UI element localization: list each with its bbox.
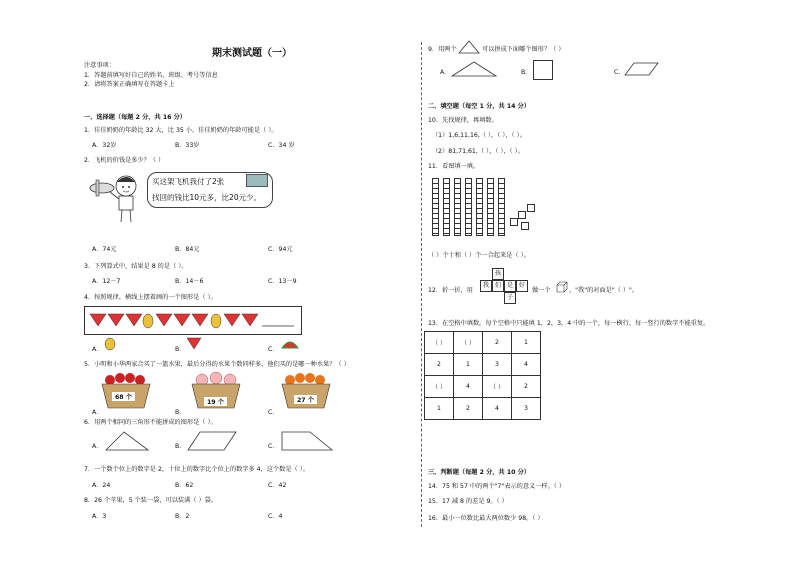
option-c: C．42 bbox=[268, 482, 287, 489]
net-cell: 我 bbox=[480, 280, 492, 292]
ten-rod bbox=[432, 178, 439, 236]
question-1: 1．佳佳奶奶的年龄比 32 大，比 35 小，佳佳奶奶的年龄可能是（ ）。 bbox=[84, 127, 278, 134]
grid-cell[interactable]: （ ） bbox=[425, 376, 454, 398]
option-b: B．84元 bbox=[175, 246, 200, 253]
question-13: 13．在空格中填数。每个空格中只能填 1，2，3，4 中的一个，每一横行、每一竖行的数字不能重复。 bbox=[428, 320, 710, 327]
fruit-sequence-illustration bbox=[88, 310, 298, 330]
bubble-line-2: 找回的钱比10元多，比20元少。 bbox=[152, 193, 262, 202]
option-a: A．74元 bbox=[92, 246, 117, 253]
question-12-middle: 做一个 bbox=[532, 287, 551, 294]
grid-cell: 4 bbox=[454, 376, 483, 398]
net-cell: 子 bbox=[504, 292, 516, 304]
option-b: B．33岁 bbox=[175, 142, 200, 149]
option-c: C． bbox=[268, 346, 279, 353]
page-title: 期末测试题（一） bbox=[212, 48, 292, 59]
grid-cell: 4 bbox=[483, 398, 512, 420]
option-b: B． bbox=[175, 443, 186, 450]
grid-cell: 2 bbox=[512, 376, 541, 398]
question-14: 14．75 和 57 中的两个"7"表示的意义一样。（ ） bbox=[428, 483, 566, 490]
cube-icon bbox=[556, 281, 568, 293]
question-2: 2．飞机的价钱是多少？（ ） bbox=[84, 157, 165, 164]
watermelon-slice-icon bbox=[186, 336, 202, 350]
net-cell: 们 bbox=[492, 280, 504, 292]
parallelogram-shape bbox=[624, 61, 660, 77]
question-11-answer: （ ）个十和（ ）个一合起来是（ ）。 bbox=[428, 252, 530, 259]
option-a: A．12－7 bbox=[92, 278, 121, 285]
ten-rod bbox=[498, 178, 505, 236]
watermelon-half-icon bbox=[280, 338, 300, 352]
unit-cube bbox=[510, 218, 518, 226]
option-a: A．32岁 bbox=[92, 142, 117, 149]
grid-cell[interactable]: （ ） bbox=[454, 332, 483, 354]
option-c: C．13－9 bbox=[268, 278, 297, 285]
unit-cube bbox=[518, 211, 526, 219]
option-b: B． bbox=[175, 346, 186, 353]
option-a: A． bbox=[92, 409, 103, 416]
option-a: A．24 bbox=[92, 482, 111, 489]
option-c: C． bbox=[268, 409, 279, 416]
question-7: 7．一个数个位上的数字是 2，十位上的数字比个位上的数字多 4，这个数是（ ）。 bbox=[84, 466, 309, 473]
notes-heading: 注意事项： bbox=[84, 62, 115, 69]
grid-cell: 1 bbox=[512, 332, 541, 354]
option-a: A． bbox=[92, 346, 103, 353]
child-with-plane-illustration bbox=[86, 170, 144, 228]
bubble-line-1: 买这架飞机我付了2张 bbox=[152, 177, 225, 186]
grid-cell: 2 bbox=[483, 332, 512, 354]
trapezoid-shape bbox=[280, 430, 334, 452]
number-grid bbox=[424, 331, 541, 420]
ten-rod bbox=[487, 178, 494, 236]
question-5: 5．小明和小华两家合买了一篮水果，最后分得的水果个数同样多，他们买的是哪一种水果？（ ） bbox=[84, 361, 350, 368]
question-8: 8．26 个苹果，5 个装一袋，可以装满（ ）袋。 bbox=[84, 497, 218, 504]
grid-cell[interactable]: （ ） bbox=[425, 332, 454, 354]
basket-label: 27 个 bbox=[294, 395, 317, 404]
option-c: C．94元 bbox=[268, 246, 293, 253]
triangle-shape bbox=[104, 430, 150, 452]
strawberry-basket-illustration bbox=[100, 372, 152, 410]
grid-cell: 3 bbox=[483, 354, 512, 376]
option-b: B．14－6 bbox=[175, 278, 204, 285]
question-16: 16．最小一位数比最大两位数少 98。（ ） bbox=[428, 515, 544, 522]
net-cell: 好 bbox=[516, 280, 528, 292]
pear-icon bbox=[104, 335, 116, 351]
large-triangle-shape bbox=[451, 60, 497, 78]
notes-item: 1．答题前填写好自己的姓名、班级、考号等信息 bbox=[84, 72, 218, 79]
option-b: B． bbox=[175, 409, 186, 416]
banknote-icon bbox=[246, 174, 268, 187]
question-6: 6．用两个相同的三角形不能拼成的图形是（ ）。 bbox=[84, 419, 217, 426]
question-12-suffix: ，"我"的对面是"（ ）"。 bbox=[569, 287, 639, 294]
option-c: C．34 岁 bbox=[268, 142, 295, 149]
option-c: C． bbox=[268, 443, 279, 450]
square-shape bbox=[533, 60, 553, 80]
option-c: C．4 bbox=[268, 513, 283, 520]
grid-cell: 3 bbox=[512, 398, 541, 420]
notes-item: 2．请将答案正确填写在答题卡上 bbox=[84, 81, 175, 88]
grid-cell: 2 bbox=[425, 354, 454, 376]
question-9-suffix: 可以拼成下面哪个图形？（ ） bbox=[482, 46, 565, 53]
section-heading: 三、判断题（每题 2 分，共 10 分） bbox=[428, 469, 530, 476]
pattern-row-2: （2）81,71,61,（ ），（ ），（ ）。 bbox=[432, 148, 524, 155]
unit-cube bbox=[521, 222, 529, 230]
parallelogram-shape bbox=[186, 430, 238, 452]
question-3: 3．下列算式中，结果是 8 的是（ ）。 bbox=[84, 263, 188, 270]
grid-cell: 4 bbox=[512, 354, 541, 376]
column-divider bbox=[421, 42, 422, 527]
net-cell: 是 bbox=[504, 280, 516, 292]
question-15: 15．17 减 8 的差是 9。（ ） bbox=[428, 498, 508, 505]
question-12-prefix: 12．折一折，用 bbox=[428, 287, 473, 294]
section-heading: 一、选择题（每题 2 分，共 16 分） bbox=[84, 114, 186, 121]
question-10: 10．先找规律，再填数。 bbox=[428, 117, 498, 124]
option-a: A．3 bbox=[92, 513, 107, 520]
ten-rod bbox=[465, 178, 472, 236]
option-a: A． bbox=[92, 443, 103, 450]
option-a: A． bbox=[440, 69, 451, 76]
grid-cell: 1 bbox=[425, 398, 454, 420]
unit-cube bbox=[527, 204, 535, 212]
option-b: B．62 bbox=[175, 482, 194, 489]
section-heading: 二、填空题（每空 1 分，共 14 分） bbox=[428, 103, 530, 110]
basket-label: 19 个 bbox=[204, 397, 227, 406]
option-c: C． bbox=[614, 69, 625, 76]
orange-basket-illustration bbox=[280, 372, 332, 410]
question-4: 4．按照规律，横线上摆着画的一个图形是（ ）。 bbox=[84, 294, 217, 301]
ten-rod bbox=[454, 178, 461, 236]
triangle-icon bbox=[458, 40, 480, 54]
grid-cell: 1 bbox=[454, 354, 483, 376]
ten-rod bbox=[476, 178, 483, 236]
ten-rod bbox=[443, 178, 450, 236]
question-9-prefix: 9．用两个 bbox=[428, 46, 457, 53]
pattern-row-1: （1）1,6,11,16,（ ），（ ），（ ）。 bbox=[432, 132, 526, 139]
net-cell: 孩 bbox=[492, 268, 504, 280]
question-11: 11．看图填一填。 bbox=[428, 163, 480, 170]
option-b: B．2 bbox=[175, 513, 190, 520]
grid-cell[interactable]: （ ） bbox=[483, 376, 512, 398]
option-b: B． bbox=[521, 69, 532, 76]
grid-cell: 2 bbox=[454, 398, 483, 420]
basket-label: 68 个 bbox=[112, 392, 135, 401]
